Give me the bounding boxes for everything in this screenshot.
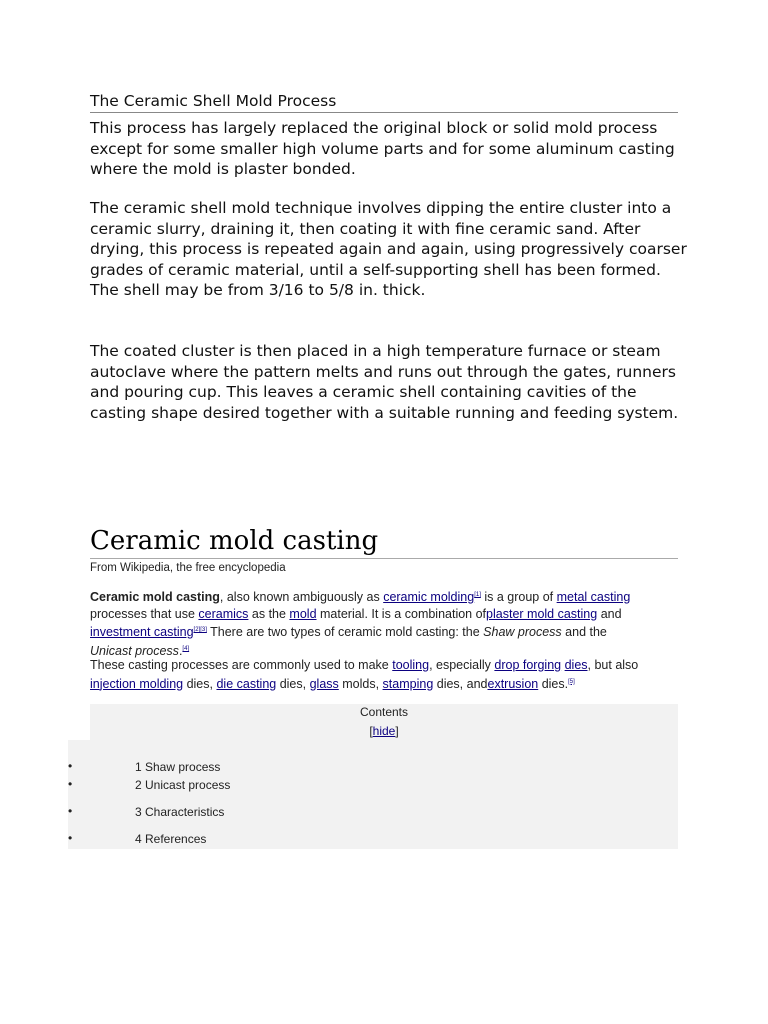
bold-term: Ceramic mold casting — [90, 590, 220, 605]
text: . — [178, 643, 183, 658]
link-extrusion[interactable]: extrusion — [487, 676, 539, 691]
italic-term: Unicast process — [90, 643, 179, 658]
bracket: [ — [369, 724, 373, 738]
text: material. It is a combination of — [316, 606, 487, 621]
bullet-icon: • — [68, 804, 73, 818]
link-ceramic-molding[interactable]: ceramic molding — [383, 590, 475, 605]
text: These casting processes are commonly used to make — [90, 658, 393, 672]
toc-link-references[interactable]: 4 References — [135, 832, 207, 846]
link-investment-casting[interactable]: investment casting — [90, 625, 194, 640]
bullet-icon: • — [68, 759, 73, 773]
toc-hide-toggle — [90, 724, 678, 738]
link-plaster-mold-casting[interactable]: plaster mold casting — [486, 606, 598, 621]
link-tooling[interactable]: tooling — [392, 658, 430, 672]
reference-link[interactable]: [2][3] — [193, 627, 207, 634]
toc-link-characteristics[interactable]: 3 Characteristics — [135, 805, 225, 819]
bracket: ] — [395, 724, 399, 738]
reference-link[interactable]: [1] — [474, 592, 481, 598]
link-injection-molding[interactable]: injection molding — [90, 676, 184, 691]
body-paragraph-1: This process has largely replaced the original block or solid mold process except for some smaller high volume parts and for some aluminum casting where the mold is plaster bonded. — [90, 119, 675, 178]
link-metal-casting[interactable]: metal casting — [556, 590, 631, 605]
toc-link-shaw-process[interactable]: 1 Shaw process — [135, 760, 221, 774]
link-drop-forging[interactable]: drop forging — [494, 658, 562, 672]
text: and the — [561, 625, 607, 640]
text: dies, — [276, 676, 310, 691]
article-subtitle: From Wikipedia, the free encyclopedia — [90, 562, 286, 574]
intro-paragraph — [90, 587, 650, 659]
bullet-icon: • — [68, 831, 73, 845]
body-paragraph-3: The coated cluster is then placed in a high temperature furnace or steam autoclave where the pattern melts and runs out through the gates, runners and pouring cup. This leaves a ceramic shell containing cavities of the casting shape desired together with a suitable running and feeding system. — [90, 342, 679, 422]
toc-hide-link[interactable]: hide — [372, 724, 396, 738]
article-title: Ceramic mold casting — [90, 525, 678, 559]
link-ceramics[interactable]: ceramics — [198, 606, 249, 621]
text: molds, — [338, 676, 383, 691]
uses-paragraph — [90, 657, 650, 692]
text: dies. — [538, 676, 569, 691]
text: , especially — [429, 658, 495, 672]
text: , but also — [587, 658, 639, 672]
link-dies[interactable]: dies — [564, 658, 588, 672]
text: as the — [248, 606, 290, 621]
reference-link[interactable]: [4] — [182, 645, 190, 652]
section-heading: The Ceramic Shell Mold Process — [90, 92, 678, 113]
toc-title: Contents — [359, 705, 409, 719]
body-paragraph-2: The ceramic shell mold technique involves dipping the entire cluster into a ceramic slurry, draining it, then coating it with fine ceramic sand. After drying, this process is repeated again and again, using progressively coarser grades of ceramic material, until a self-supporting shell has been formed. The shell may be from 3/16 to 5/8 in. thick. — [90, 199, 687, 299]
text: There are two types of ceramic mold casting: the — [206, 625, 484, 640]
text: is a group of — [480, 590, 557, 605]
link-die-casting[interactable]: die casting — [216, 676, 277, 691]
reference-link[interactable]: [5] — [568, 678, 575, 685]
text: dies, and — [433, 676, 488, 691]
link-glass[interactable]: glass — [309, 676, 339, 691]
italic-term: Shaw process — [483, 625, 562, 640]
link-mold[interactable]: mold — [289, 606, 317, 621]
text: processes that use — [90, 606, 199, 621]
toc-link-unicast-process[interactable]: 2 Unicast process — [135, 778, 231, 792]
bullet-icon: • — [68, 777, 73, 791]
text: dies, — [183, 676, 217, 691]
link-stamping[interactable]: stamping — [382, 676, 434, 691]
text: and — [597, 606, 622, 621]
text: , also known ambiguously as — [219, 590, 384, 605]
